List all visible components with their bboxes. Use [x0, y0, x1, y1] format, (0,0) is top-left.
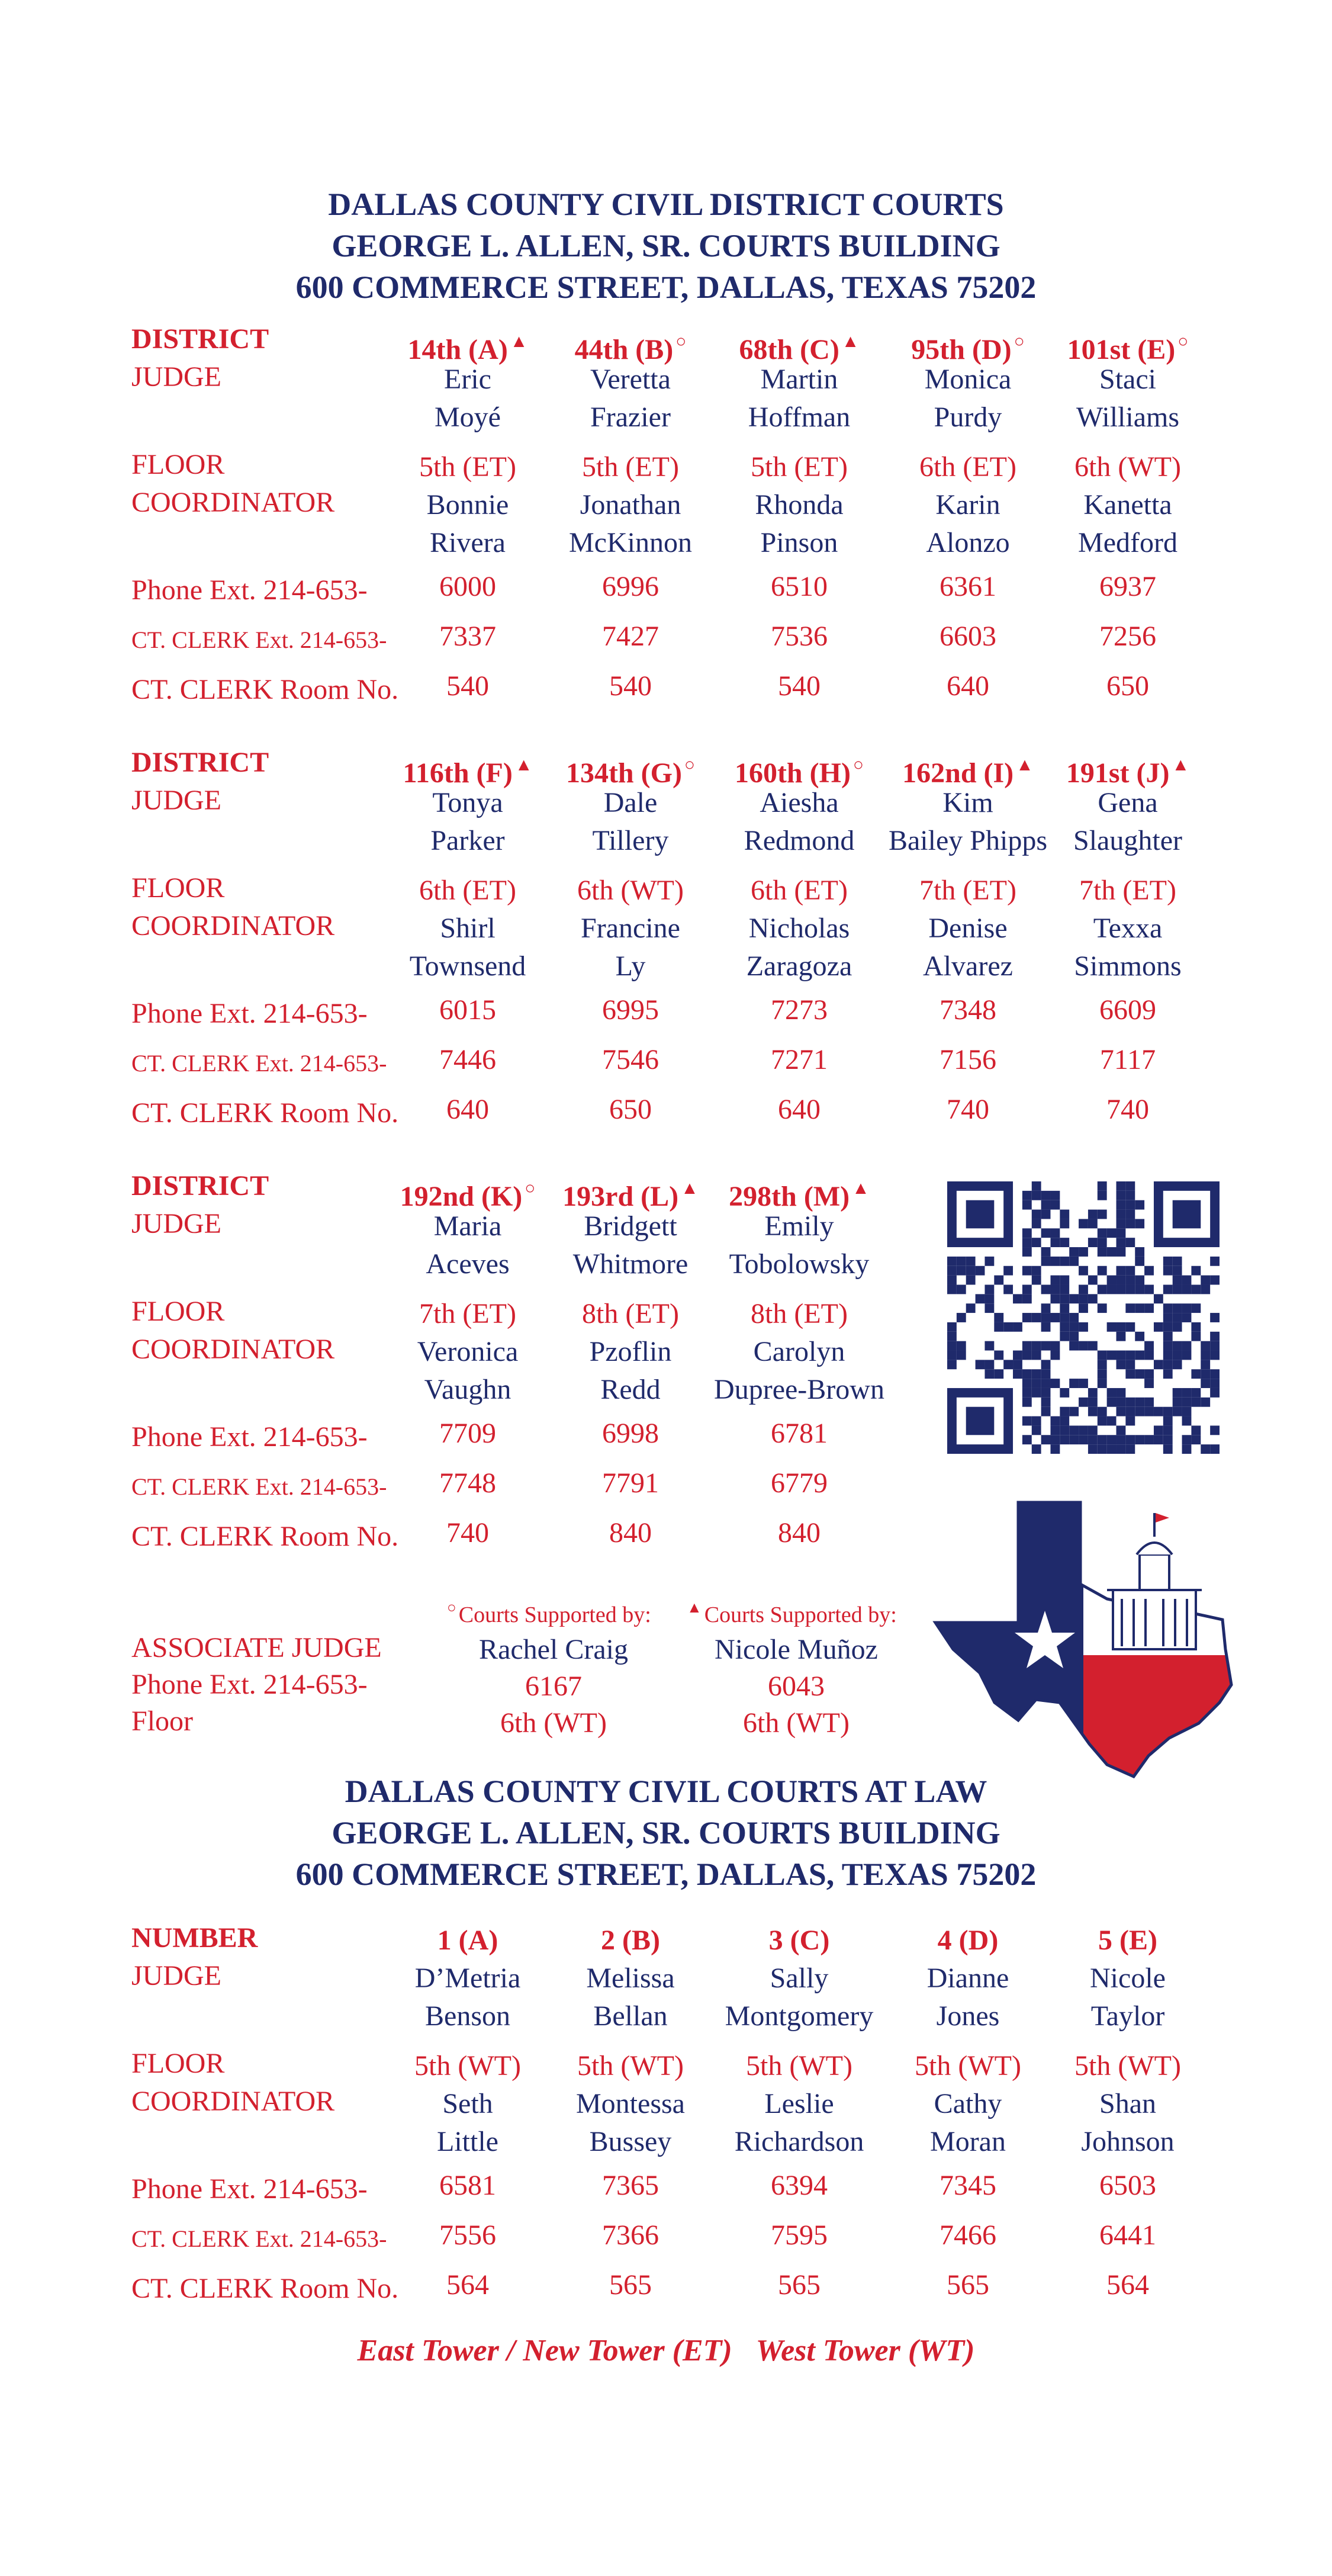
- court-name-text: 95th (D): [911, 334, 1012, 365]
- court-name: [1042, 746, 1214, 789]
- clerk-ext: 7337: [439, 621, 496, 652]
- judge-label: JUDGE: [131, 1960, 221, 1992]
- circle-icon: ○: [684, 755, 696, 775]
- court-column: [882, 323, 1054, 711]
- tower-legend: [0, 2333, 1332, 2368]
- coordinator-first-name: Seth: [442, 2088, 493, 2119]
- coordinator-first-name: Rhonda: [755, 489, 844, 521]
- coordinator-last-name: Alvarez: [923, 950, 1013, 982]
- coordinator-last-name: McKinnon: [569, 527, 692, 558]
- coordinator-last-name: Johnson: [1081, 2126, 1175, 2157]
- coordinator-first-name: Leslie: [764, 2088, 834, 2119]
- court-name-text: 298th (M): [729, 1181, 850, 1212]
- coordinator-first-name: Karin: [935, 489, 1000, 521]
- court-column: [545, 1922, 716, 2310]
- coordinator-label: COORDINATOR: [131, 910, 335, 942]
- row-gap: [882, 436, 1054, 448]
- circle-icon: ○: [852, 755, 864, 775]
- floor-value: 6th (WT): [1074, 451, 1181, 483]
- associate-phone-label: Phone Ext. 214-653-: [131, 1669, 368, 1700]
- clerk-room: 640: [446, 1094, 489, 1125]
- coordinator-first-name: Montessa: [576, 2088, 685, 2119]
- judge-label: JUDGE: [131, 1208, 221, 1239]
- coordinator-first-name: Cathy: [934, 2088, 1002, 2119]
- court-name-text: 193rd (L): [562, 1181, 679, 1212]
- court-column: [382, 1922, 554, 2310]
- header-title: DALLAS COUNTY CIVIL COURTS AT LAW: [345, 1774, 987, 1809]
- court-name-text: 134th (G): [565, 757, 682, 789]
- coordinator-last-name: Little: [437, 2126, 498, 2157]
- phone-ext: 7709: [439, 1418, 496, 1449]
- clerk-ext-label: CT. CLERK Ext. 214-653-: [131, 2225, 387, 2252]
- coordinator-first-name: Shirl: [440, 913, 496, 944]
- floor-value: 7th (ET): [419, 1298, 516, 1329]
- floor-value: 7th (ET): [919, 875, 1016, 906]
- court-column: [713, 323, 885, 711]
- associate-nicole: [690, 1631, 903, 1742]
- clerk-ext: 7536: [771, 621, 828, 652]
- district-courts-header: [0, 184, 1332, 308]
- phone-ext: 7365: [602, 2170, 659, 2201]
- header-building: GEORGE L. ALLEN, SR. COURTS BUILDING: [332, 228, 1000, 264]
- judge-last-name: Montgomery: [725, 2000, 874, 2032]
- clerk-ext-label: CT. CLERK Ext. 214-653-: [131, 1473, 387, 1500]
- district-label: DISTRICT: [131, 323, 269, 355]
- judge-first-name: Emily: [764, 1210, 834, 1242]
- judge-last-name: Bailey Phipps: [888, 825, 1047, 856]
- court-name-text: 191st (J): [1066, 757, 1170, 789]
- phone-ext: 7348: [940, 994, 996, 1026]
- clerk-room-label: CT. CLERK Room No.: [131, 2273, 399, 2304]
- coordinator-last-name: Pinson: [760, 527, 838, 558]
- court-name-text: 162nd (I): [902, 757, 1014, 789]
- court-column: [382, 1170, 554, 1558]
- court-column: [713, 1922, 885, 2310]
- phone-ext: 6361: [940, 571, 996, 602]
- phone-label: Phone Ext. 214-653-: [131, 1421, 368, 1453]
- associate-floor-label: Floor: [131, 1705, 194, 1737]
- judge-first-name: D’Metria: [414, 1962, 521, 1994]
- texas-flag-map-icon: [929, 1495, 1237, 1785]
- floor-value: 5th (WT): [915, 2050, 1021, 2082]
- judge-first-name: Monica: [924, 364, 1012, 395]
- row-gap: [545, 2035, 716, 2047]
- clerk-room: 565: [947, 2269, 989, 2301]
- row-gap: [1042, 436, 1214, 448]
- coordinator-first-name: Texxa: [1093, 913, 1163, 944]
- phone-ext: 6609: [1099, 994, 1156, 1026]
- coordinator-first-name: Jonathan: [580, 489, 681, 521]
- judge-first-name: Tonya: [432, 787, 503, 818]
- floor-value: 5th (WT): [1074, 2050, 1181, 2082]
- east-tower-legend: East Tower / New Tower (ET): [357, 2334, 732, 2368]
- floor-value: 6th (ET): [919, 451, 1016, 483]
- clerk-room-label: CT. CLERK Room No.: [131, 1097, 399, 1129]
- support-header-circle: ○ Courts Supported by:: [447, 1599, 651, 1627]
- judge-last-name: Parker: [430, 825, 505, 856]
- row-gap: [545, 860, 716, 872]
- clerk-ext: 6779: [771, 1467, 828, 1499]
- court-column: [545, 1170, 716, 1558]
- row-gap: [713, 1283, 885, 1295]
- associate-name: Nicole Muñoz: [715, 1634, 878, 1665]
- clerk-ext-label: CT. CLERK Ext. 214-653-: [131, 1050, 387, 1077]
- associate-floor: 6th (WT): [743, 1707, 850, 1739]
- court-name: [545, 323, 716, 365]
- floor-value: 6th (ET): [419, 875, 516, 906]
- phone-ext: 6937: [1099, 571, 1156, 602]
- phone-ext: 6015: [439, 994, 496, 1026]
- clerk-room: 640: [778, 1094, 821, 1125]
- court-name: [713, 746, 885, 789]
- judge-last-name: Jones: [936, 2000, 1000, 2032]
- clerk-ext: 7748: [439, 1467, 496, 1499]
- associate-rachel: [447, 1631, 660, 1742]
- header-title: DALLAS COUNTY CIVIL DISTRICT COURTS: [328, 187, 1004, 222]
- triangle-icon: ▲: [852, 1178, 870, 1198]
- judge-last-name: Purdy: [934, 402, 1002, 433]
- court-name-text: 116th (F): [403, 757, 513, 789]
- clerk-ext-label: CT. CLERK Ext. 214-653-: [131, 627, 387, 653]
- floor-value: 6th (ET): [751, 875, 848, 906]
- clerk-room: 840: [609, 1517, 652, 1549]
- district-label: DISTRICT: [131, 747, 269, 778]
- floor-value: 5th (ET): [419, 451, 516, 483]
- phone-ext: 7273: [771, 994, 828, 1026]
- header-building: GEORGE L. ALLEN, SR. COURTS BUILDING: [332, 1815, 1000, 1851]
- judge-first-name: Martin: [760, 364, 838, 395]
- phone-label: Phone Ext. 214-653-: [131, 2173, 368, 2205]
- court-column: [882, 1922, 1054, 2310]
- coordinator-first-name: Kanetta: [1083, 489, 1172, 521]
- coordinator-first-name: Denise: [928, 913, 1008, 944]
- court-column: [545, 746, 716, 1135]
- clerk-room: 565: [778, 2269, 821, 2301]
- judge-first-name: Maria: [433, 1210, 502, 1242]
- coordinator-last-name: Vaughn: [424, 1374, 511, 1405]
- judge-first-name: Eric: [444, 364, 491, 395]
- clerk-room: 540: [778, 670, 821, 702]
- court-name: [713, 1170, 885, 1212]
- row-gap: [382, 436, 554, 448]
- floor-label: FLOOR: [131, 2048, 225, 2079]
- phone-ext: 6996: [602, 571, 659, 602]
- court-column: [1042, 746, 1214, 1135]
- court-column: [713, 746, 885, 1135]
- court-name: [545, 746, 716, 789]
- clerk-room: 564: [1106, 2269, 1149, 2301]
- judge-first-name: Dale: [603, 787, 658, 818]
- clerk-room: 540: [609, 670, 652, 702]
- court-name-text: 160th (H): [734, 757, 851, 789]
- judge-first-name: Dianne: [926, 1962, 1009, 1994]
- court-name: [713, 1922, 885, 1960]
- triangle-icon: ▲: [1016, 755, 1034, 775]
- floor-label: FLOOR: [131, 449, 225, 480]
- circle-icon: ○: [1177, 332, 1189, 351]
- row-gap: [713, 436, 885, 448]
- judge-first-name: Sally: [770, 1962, 829, 1994]
- court-column: [1042, 1922, 1214, 2310]
- clerk-ext: 7556: [439, 2220, 496, 2251]
- coordinator-last-name: Moran: [930, 2126, 1006, 2157]
- court-name: [545, 1922, 716, 1960]
- coordinator-last-name: Medford: [1078, 527, 1177, 558]
- court-column: [713, 1170, 885, 1558]
- district-label: DISTRICT: [131, 1170, 269, 1202]
- judge-last-name: Aceves: [426, 1248, 510, 1280]
- header-address: 600 COMMERCE STREET, DALLAS, TEXAS 75202: [295, 269, 1037, 305]
- triangle-icon: ▲: [687, 1599, 702, 1616]
- coordinator-last-name: Ly: [615, 950, 646, 982]
- floor-value: 7th (ET): [1079, 875, 1176, 906]
- judge-label: JUDGE: [131, 361, 221, 393]
- court-name: [382, 323, 554, 365]
- clerk-ext: 7546: [602, 1044, 659, 1075]
- judge-last-name: Williams: [1076, 402, 1180, 433]
- row-gap: [382, 1283, 554, 1295]
- judge-last-name: Bellan: [593, 2000, 668, 2032]
- floor-value: 5th (ET): [582, 451, 679, 483]
- clerk-room-label: CT. CLERK Room No.: [131, 674, 399, 705]
- judge-last-name: Tillery: [592, 825, 669, 856]
- court-name-text: 101st (E): [1067, 334, 1176, 365]
- west-tower-legend: West Tower (WT): [755, 2334, 975, 2368]
- court-name: [382, 1170, 554, 1212]
- qr-code-icon[interactable]: [947, 1181, 1220, 1454]
- judge-first-name: Nicole: [1090, 1962, 1166, 1994]
- phone-ext: 6995: [602, 994, 659, 1026]
- coordinator-label: COORDINATOR: [131, 2086, 335, 2117]
- clerk-ext: 6441: [1099, 2220, 1156, 2251]
- floor-value: 5th (ET): [751, 451, 848, 483]
- clerk-ext: 7446: [439, 1044, 496, 1075]
- coordinator-first-name: Veronica: [417, 1336, 519, 1367]
- court-name: [1042, 1922, 1214, 1960]
- header-address: 600 COMMERCE STREET, DALLAS, TEXAS 75202: [295, 1856, 1037, 1892]
- phone-label: Phone Ext. 214-653-: [131, 998, 368, 1029]
- coordinator-label: COORDINATOR: [131, 1334, 335, 1365]
- row-gap: [382, 860, 554, 872]
- coordinator-last-name: Rivera: [430, 527, 506, 558]
- clerk-room: 565: [609, 2269, 652, 2301]
- judge-first-name: Gena: [1098, 787, 1158, 818]
- judge-last-name: Tobolowsky: [729, 1248, 870, 1280]
- coordinator-last-name: Alonzo: [926, 527, 1010, 558]
- triangle-icon: ▲: [510, 332, 528, 351]
- judge-last-name: Benson: [425, 2000, 510, 2032]
- row-gap: [382, 2035, 554, 2047]
- court-name: [882, 323, 1054, 365]
- circle-icon: ○: [525, 1178, 536, 1198]
- judge-first-name: Aiesha: [760, 787, 839, 818]
- clerk-ext: 7466: [940, 2220, 996, 2251]
- court-name-text: 1 (A): [437, 1925, 498, 1956]
- circle-icon: ○: [675, 332, 687, 351]
- clerk-room: 740: [446, 1517, 489, 1549]
- triangle-icon: ▲: [1172, 755, 1190, 775]
- coordinator-last-name: Bussey: [589, 2126, 672, 2157]
- clerk-ext: 6603: [940, 621, 996, 652]
- coordinator-first-name: Bonnie: [426, 489, 509, 521]
- judge-first-name: Kim: [942, 787, 993, 818]
- court-name-text: 68th (C): [739, 334, 839, 365]
- associate-judge-label: ASSOCIATE JUDGE: [131, 1632, 382, 1663]
- associate-phone: 6167: [525, 1671, 582, 1702]
- court-column: [382, 746, 554, 1135]
- coordinator-last-name: Redd: [600, 1374, 661, 1405]
- coordinator-first-name: Pzoflin: [589, 1336, 672, 1367]
- law-courts-header: [0, 1771, 1332, 1895]
- floor-value: 5th (WT): [414, 2050, 521, 2082]
- clerk-room-label: CT. CLERK Room No.: [131, 1521, 399, 1552]
- associate-name: Rachel Craig: [479, 1634, 628, 1665]
- court-name: [382, 1922, 554, 1960]
- floor-label: FLOOR: [131, 1296, 225, 1327]
- judge-first-name: Staci: [1099, 364, 1156, 395]
- coordinator-first-name: Carolyn: [753, 1336, 845, 1367]
- coordinator-last-name: Zaragoza: [746, 950, 852, 982]
- phone-ext: 6781: [771, 1418, 828, 1449]
- phone-ext: 6000: [439, 571, 496, 602]
- row-gap: [545, 436, 716, 448]
- coordinator-first-name: Shan: [1099, 2088, 1156, 2119]
- clerk-room: 564: [446, 2269, 489, 2301]
- court-name: [882, 1922, 1054, 1960]
- coordinator-first-name: Nicholas: [748, 913, 850, 944]
- triangle-icon: ▲: [681, 1178, 699, 1198]
- court-name: [882, 746, 1054, 789]
- judge-first-name: Bridgett: [584, 1210, 677, 1242]
- clerk-ext: 7791: [602, 1467, 659, 1499]
- number-label: NUMBER: [131, 1922, 258, 1954]
- clerk-ext: 7427: [602, 621, 659, 652]
- clerk-room: 640: [947, 670, 989, 702]
- court-name: [713, 323, 885, 365]
- court-column: [882, 746, 1054, 1135]
- court-name-text: 44th (B): [574, 334, 674, 365]
- coordinator-last-name: Dupree-Brown: [714, 1374, 884, 1405]
- circle-icon: ○: [447, 1599, 456, 1616]
- row-gap: [545, 1283, 716, 1295]
- judge-first-name: Melissa: [586, 1962, 675, 1994]
- court-column: [1042, 323, 1214, 711]
- clerk-ext: 7156: [940, 1044, 996, 1075]
- court-name-text: 3 (C): [768, 1925, 830, 1956]
- clerk-room: 740: [1106, 1094, 1149, 1125]
- coordinator-label: COORDINATOR: [131, 487, 335, 518]
- judge-label: JUDGE: [131, 785, 221, 816]
- circle-icon: ○: [1014, 332, 1025, 351]
- floor-value: 5th (WT): [577, 2050, 684, 2082]
- clerk-room: 840: [778, 1517, 821, 1549]
- row-gap: [1042, 860, 1214, 872]
- court-name-text: 2 (B): [601, 1925, 660, 1956]
- court-name: [545, 1170, 716, 1212]
- clerk-ext: 7595: [771, 2220, 828, 2251]
- phone-ext: 6503: [1099, 2170, 1156, 2201]
- judge-last-name: Moyé: [435, 402, 501, 433]
- phone-label: Phone Ext. 214-653-: [131, 574, 368, 606]
- court-name-text: 5 (E): [1098, 1925, 1157, 1956]
- judge-last-name: Hoffman: [748, 402, 851, 433]
- row-gap: [713, 860, 885, 872]
- triangle-icon: ▲: [514, 755, 533, 775]
- coordinator-first-name: Francine: [581, 913, 680, 944]
- judge-last-name: Slaughter: [1073, 825, 1182, 856]
- coordinator-last-name: Simmons: [1074, 950, 1182, 982]
- judge-last-name: Frazier: [590, 402, 671, 433]
- support-header-triangle: ▲ Courts Supported by:: [687, 1599, 897, 1627]
- clerk-room: 540: [446, 670, 489, 702]
- court-name: [1042, 323, 1214, 365]
- judge-last-name: Taylor: [1090, 2000, 1165, 2032]
- court-column: [545, 323, 716, 711]
- clerk-ext: 7256: [1099, 621, 1156, 652]
- phone-ext: 6581: [439, 2170, 496, 2201]
- floor-value: 6th (WT): [577, 875, 684, 906]
- clerk-room: 740: [947, 1094, 989, 1125]
- court-name-text: 14th (A): [407, 334, 508, 365]
- court-name: [382, 746, 554, 789]
- row-gap: [882, 2035, 1054, 2047]
- associate-floor: 6th (WT): [500, 1707, 607, 1739]
- coordinator-last-name: Richardson: [734, 2126, 864, 2157]
- row-gap: [1042, 2035, 1214, 2047]
- triangle-icon: ▲: [841, 332, 860, 351]
- clerk-room: 650: [609, 1094, 652, 1125]
- row-gap: [713, 2035, 885, 2047]
- floor-value: 5th (WT): [746, 2050, 852, 2082]
- phone-ext: 7345: [940, 2170, 996, 2201]
- court-name-text: 4 (D): [937, 1925, 999, 1956]
- court-name-text: 192nd (K): [400, 1181, 523, 1212]
- phone-ext: 6394: [771, 2170, 828, 2201]
- floor-value: 8th (ET): [582, 1298, 679, 1329]
- floor-value: 8th (ET): [751, 1298, 848, 1329]
- clerk-ext: 7366: [602, 2220, 659, 2251]
- phone-ext: 6510: [771, 571, 828, 602]
- row-gap: [882, 860, 1054, 872]
- associate-phone: 6043: [768, 1671, 825, 1702]
- phone-ext: 6998: [602, 1418, 659, 1449]
- judge-last-name: Redmond: [744, 825, 855, 856]
- floor-label: FLOOR: [131, 872, 225, 904]
- clerk-ext: 7117: [1099, 1044, 1156, 1075]
- clerk-ext: 7271: [771, 1044, 828, 1075]
- court-column: [382, 323, 554, 711]
- judge-last-name: Whitmore: [572, 1248, 688, 1280]
- coordinator-last-name: Townsend: [409, 950, 526, 982]
- judge-first-name: Veretta: [590, 364, 671, 395]
- clerk-room: 650: [1106, 670, 1149, 702]
